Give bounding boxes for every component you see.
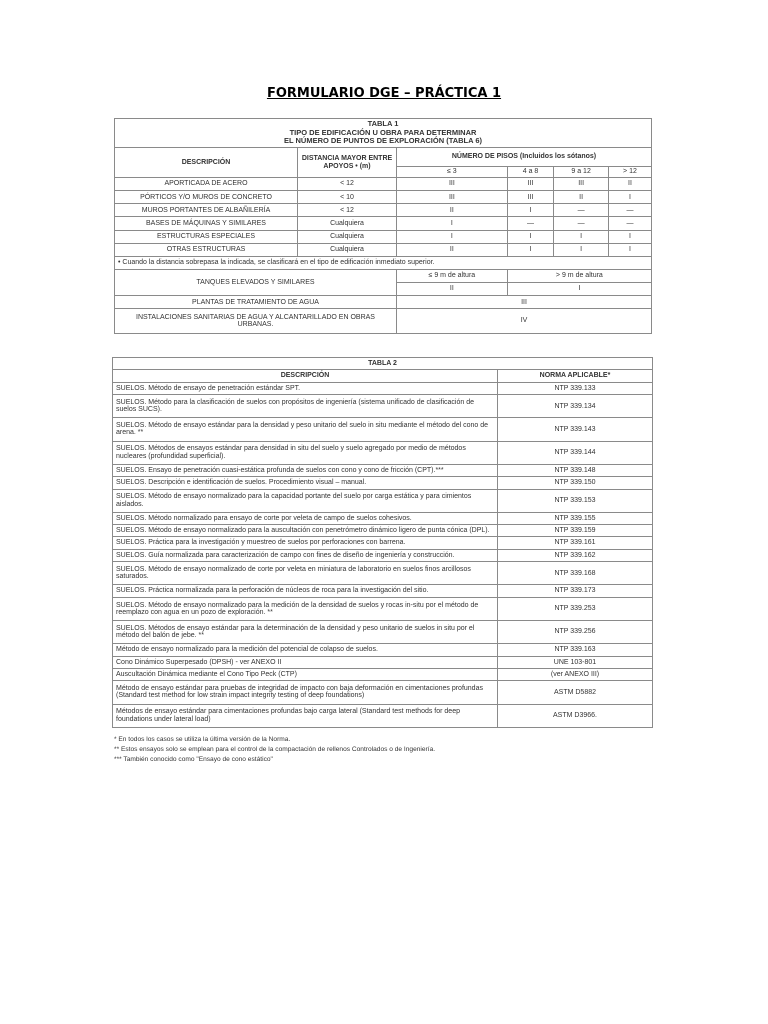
tabla-2-row: [113, 644, 653, 656]
footnote: * En todos los casos se utiliza la última versión de la Norma.: [114, 736, 291, 743]
tanques-col1-label: ≤ 9 m de altura: [397, 269, 508, 282]
plantas-descripcion: PLANTAS DE TRATAMIENTO DE AGUA: [115, 296, 397, 309]
row-descripcion: SUELOS. Ensayo de penetración cuasi-estática profunda de suelos con cono y cono de fricción (CPT).***: [113, 464, 498, 476]
row-norma: NTP 339.162: [498, 549, 653, 561]
row-value: III: [507, 178, 554, 191]
row-value: III: [397, 178, 508, 191]
tabla-1-row: [115, 178, 652, 191]
tabla-1-note: • Cuando la distancia sobrepasa la indicada, se clasificará en el tipo de edificación inmediato superior.: [115, 256, 652, 269]
tabla-2-row: [113, 621, 653, 644]
row-norma: NTP 339.134: [498, 395, 653, 418]
row-value: —: [608, 217, 651, 230]
row-descripcion: PÓRTICOS Y/O MUROS DE CONCRETO: [115, 191, 298, 204]
row-descripcion: ESTRUCTURAS ESPECIALES: [115, 230, 298, 243]
tabla-2-row: [113, 549, 653, 561]
tabla-2-row: [113, 585, 653, 597]
row-descripcion: APORTICADA DE ACERO: [115, 178, 298, 191]
tabla-1-row: [115, 243, 652, 256]
tanques-col2-value: I: [507, 283, 651, 296]
tabla-1-row: [115, 204, 652, 217]
row-norma: NTP 339.173: [498, 585, 653, 597]
row-value: I: [507, 230, 554, 243]
row-norma: NTP 339.253: [498, 597, 653, 620]
row-norma: NTP 339.144: [498, 441, 653, 464]
row-norma: NTP 339.155: [498, 512, 653, 524]
tabla-2: [112, 357, 653, 728]
tanques-col1-value: II: [397, 283, 508, 296]
instalaciones-row: [115, 309, 652, 334]
row-norma: ASTM D3966.: [498, 704, 653, 727]
tabla-1-header-row: [115, 148, 652, 167]
tabla-2-row: [113, 382, 653, 394]
row-descripcion: MUROS PORTANTES DE ALBAÑILERÍA: [115, 204, 298, 217]
row-descripcion: SUELOS. Método de ensayo normalizado para la medición de la densidad de suelos y rocas in-situ por el método de reemplazo con agua en un pozo de exploración. **: [113, 597, 498, 620]
row-value: III: [554, 178, 609, 191]
row-norma: NTP 339.168: [498, 562, 653, 585]
row-value: I: [397, 230, 508, 243]
tabla-2-header-descripcion: DESCRIPCIÓN: [113, 370, 498, 382]
tabla-2-row: [113, 418, 653, 441]
row-norma: NTP 339.150: [498, 477, 653, 489]
tabla-2-row: [113, 441, 653, 464]
row-value: II: [397, 204, 508, 217]
row-value: II: [397, 243, 508, 256]
tabla-2-row: [113, 477, 653, 489]
tabla-1-caption-line: EL NÚMERO DE PUNTOS DE EXPLORACIÓN (TABLA 6): [283, 136, 483, 146]
tabla-1-row: [115, 217, 652, 230]
row-value: I: [554, 243, 609, 256]
row-distancia: Cualquiera: [298, 217, 397, 230]
row-distancia: Cualquiera: [298, 230, 397, 243]
row-descripcion: Método de ensayo normalizado para la medición del potencial de colapso de suelos.: [113, 644, 498, 656]
header-pisos-col: 4 a 8: [507, 167, 554, 178]
tabla-1-row: [115, 191, 652, 204]
row-distancia: < 10: [298, 191, 397, 204]
tabla-2-row: [113, 489, 653, 512]
row-distancia: < 12: [298, 178, 397, 191]
tabla-2-row: [113, 597, 653, 620]
tabla-2-row: [113, 681, 653, 704]
row-norma: UNE 103-801: [498, 656, 653, 668]
footnotes: [114, 735, 435, 765]
header-pisos-col: ≤ 3: [397, 167, 508, 178]
header-pisos-col: 9 a 12: [554, 167, 609, 178]
tabla-1-row: [115, 230, 652, 243]
row-norma: ASTM D5882: [498, 681, 653, 704]
row-norma: NTP 339.163: [498, 644, 653, 656]
row-descripcion: SUELOS. Método de ensayo de penetración estándar SPT.: [113, 382, 498, 394]
tabla-2-row: [113, 512, 653, 524]
row-norma: NTP 339.161: [498, 537, 653, 549]
row-norma: NTP 339.143: [498, 418, 653, 441]
tabla-1: [114, 118, 652, 334]
row-descripcion: SUELOS. Guía normalizada para caracterización de campo con fines de diseño de ingeniería y construcción.: [113, 549, 498, 561]
row-norma: NTP 339.256: [498, 621, 653, 644]
row-value: I: [554, 230, 609, 243]
row-value: I: [608, 230, 651, 243]
row-descripcion: SUELOS. Práctica normalizada para la perforación de núcleos de roca para la investigación del sitio.: [113, 585, 498, 597]
row-value: —: [507, 217, 554, 230]
row-value: I: [507, 204, 554, 217]
row-descripcion: SUELOS. Método normalizado para ensayo de corte por veleta de campo de suelos cohesivos.: [113, 512, 498, 524]
row-descripcion: Auscultación Dinámica mediante el Cono Tipo Peck (CTP): [113, 668, 498, 680]
tabla-2-row: [113, 562, 653, 585]
row-norma: (ver ANEXO III): [498, 668, 653, 680]
tabla-2-row: [113, 395, 653, 418]
row-descripcion: Método de ensayo estándar para pruebas de integridad de impacto con baja deformación en cimentaciones profundas (Standard test method for low strain impact integrity testing of deep foundations): [113, 681, 498, 704]
row-descripcion: SUELOS. Método para la clasificación de suelos con propósitos de ingeniería (sistema unificado de clasificación de suelos SUCS).: [113, 395, 498, 418]
tabla-2-row: [113, 704, 653, 727]
row-descripcion: SUELOS. Método de ensayo normalizado para la capacidad portante del suelo por carga estática y para cimientos aislados.: [113, 489, 498, 512]
tabla-2-row: [113, 525, 653, 537]
tabla-2-header-norma: NORMA APLICABLE*: [498, 370, 653, 382]
tabla-1-note-row: [115, 256, 652, 269]
row-descripcion: SUELOS. Práctica para la investigación y muestreo de suelos por perforaciones con barrena.: [113, 537, 498, 549]
row-descripcion: SUELOS. Método de ensayo estándar para la densidad y peso unitario del suelo in situ mediante el método del cono de arena. **: [113, 418, 498, 441]
row-norma: NTP 339.133: [498, 382, 653, 394]
row-value: III: [507, 191, 554, 204]
tabla-2-row: [113, 668, 653, 680]
row-value: II: [608, 178, 651, 191]
footnote: *** También conocido como "Ensayo de cono estático": [114, 756, 273, 763]
row-value: —: [554, 217, 609, 230]
plantas-row: [115, 296, 652, 309]
row-descripcion: SUELOS. Método de ensayo normalizado de corte por veleta en miniatura de laboratorio en suelos finos arcillosos saturados.: [113, 562, 498, 585]
footnote: ** Estos ensayos solo se emplean para el control de la compactación de rellenos Controlados o de Ingeniería.: [114, 746, 436, 753]
tanques-row: [115, 269, 652, 282]
row-value: III: [397, 191, 508, 204]
header-distancia: DISTANCIA MAYOR ENTRE APOYOS • (m): [298, 148, 397, 178]
row-value: II: [554, 191, 609, 204]
row-value: —: [554, 204, 609, 217]
header-descripcion: DESCRIPCIÓN: [115, 148, 298, 178]
page-title: FORMULARIO DGE – PRÁCTICA 1: [266, 86, 502, 101]
row-distancia: Cualquiera: [298, 243, 397, 256]
row-descripcion: SUELOS. Método de ensayo normalizado para la auscultación con penetrómetro dinámico ligero de punta cónica (DPL).: [113, 525, 498, 537]
row-descripcion: SUELOS. Métodos de ensayos estándar para densidad in situ del suelo y suelo agregado por medio de métodos nucleares (profundidad superficial).: [113, 441, 498, 464]
row-value: I: [608, 243, 651, 256]
row-descripcion: SUELOS. Descripción e identificación de suelos. Procedimiento visual – manual.: [113, 477, 498, 489]
tabla-1-caption: [115, 119, 652, 148]
row-value: —: [608, 204, 651, 217]
tabla-1-caption-line: TABLA 1: [367, 119, 399, 129]
header-numero-pisos: NÚMERO DE PISOS (Incluidos los sótanos): [397, 148, 652, 167]
tabla-2-row: [113, 464, 653, 476]
row-descripcion: SUELOS. Métodos de ensayo estándar para la determinación de la densidad y peso unitario de suelos in situ por el método del balón de jebe. **: [113, 621, 498, 644]
tanques-descripcion: TANQUES ELEVADOS Y SIMILARES: [115, 269, 397, 295]
tabla-2-header-row: [113, 370, 653, 382]
row-descripcion: Métodos de ensayo estándar para cimentaciones profundas bajo carga lateral (Standard test methods for deep foundations under lateral load): [113, 704, 498, 727]
tanques-col2-label: > 9 m de altura: [507, 269, 651, 282]
tabla-2-caption-row: [113, 358, 653, 370]
row-value: I: [608, 191, 651, 204]
tabla-2-caption: TABLA 2: [113, 358, 653, 370]
row-distancia: < 12: [298, 204, 397, 217]
header-pisos-col: > 12: [608, 167, 651, 178]
row-value: I: [507, 243, 554, 256]
tabla-1-caption-row: [115, 119, 652, 148]
row-norma: NTP 339.153: [498, 489, 653, 512]
row-value: I: [397, 217, 508, 230]
tabla-1-caption-line: TIPO DE EDIFICACIÓN U OBRA PARA DETERMINAR: [289, 127, 477, 137]
tabla-2-row: [113, 537, 653, 549]
instalaciones-descripcion: INSTALACIONES SANITARIAS DE AGUA Y ALCANTARILLADO EN OBRAS URBANAS.: [115, 309, 397, 334]
plantas-value: III: [397, 296, 652, 309]
row-norma: NTP 339.159: [498, 525, 653, 537]
row-descripcion: OTRAS ESTRUCTURAS: [115, 243, 298, 256]
row-descripcion: Cono Dinámico Superpesado (DPSH) - ver ANEXO II: [113, 656, 498, 668]
row-norma: NTP 339.148: [498, 464, 653, 476]
tabla-2-row: [113, 656, 653, 668]
instalaciones-value: IV: [397, 309, 652, 334]
row-descripcion: BASES DE MÁQUINAS Y SIMILARES: [115, 217, 298, 230]
